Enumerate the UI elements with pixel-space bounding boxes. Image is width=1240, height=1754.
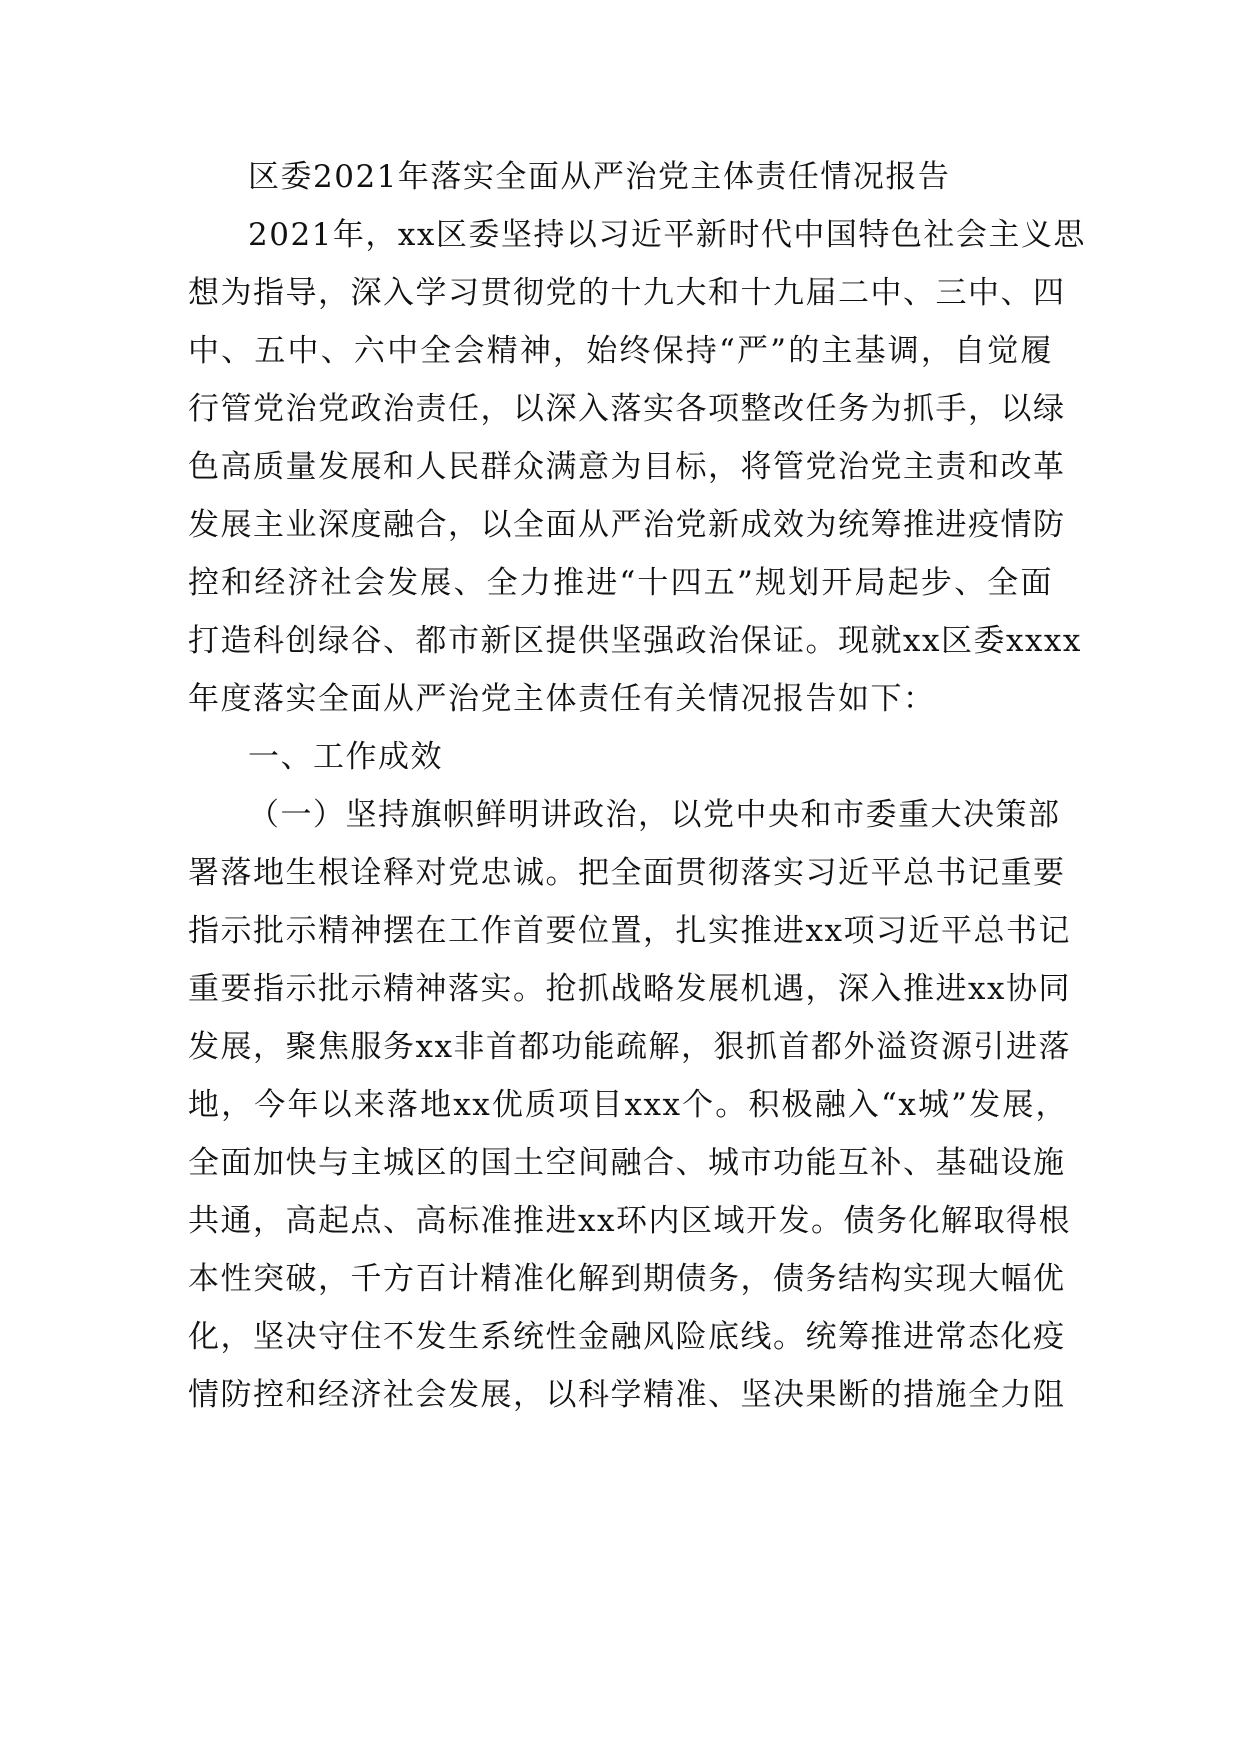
paragraph-line: 指示批示精神摆在工作首要位置，扎实推进xx项习近平总书记 <box>188 913 1071 949</box>
paragraph-line: 共通，高起点、高标准推进xx环内区域开发。债务化解取得根 <box>188 1203 1071 1239</box>
paragraph-line: 2021年，xx区委坚持以习近平新时代中国特色社会主义思 <box>248 217 1086 253</box>
section-heading: 一、工作成效 <box>248 739 443 775</box>
paragraph-line: 情防控和经济社会发展，以科学精准、坚决果断的措施全力阻 <box>188 1377 1066 1413</box>
paragraph-line: （一）坚持旗帜鲜明讲政治，以党中央和市委重大决策部 <box>248 797 1061 833</box>
paragraph-line: 重要指示批示精神落实。抢抓战略发展机遇，深入推进xx协同 <box>188 971 1071 1007</box>
paragraph-line: 年度落实全面从严治党主体责任有关情况报告如下： <box>188 681 936 717</box>
paragraph-line: 控和经济社会发展、全力推进“十四五”规划开局起步、全面 <box>188 565 1053 601</box>
paragraph-line: 行管党治党政治责任，以深入落实各项整改任务为抓手，以绿 <box>188 391 1066 427</box>
paragraph-line: 全面加快与主城区的国土空间融合、城市功能互补、基础设施 <box>188 1145 1066 1181</box>
paragraph-line: 地，今年以来落地xx优质项目xxx个。积极融入“x城”发展， <box>188 1087 1068 1123</box>
paragraph-line: 色高质量发展和人民群众满意为目标，将管党治党主责和改革 <box>188 449 1066 485</box>
document-title: 区委2021年落实全面从严治党主体责任情况报告 <box>248 159 951 195</box>
paragraph-line: 中、五中、六中全会精神，始终保持“严”的主基调，自觉履 <box>188 333 1053 369</box>
paragraph-line: 打造科创绿谷、都市新区提供坚强政治保证。现就xx区委xxxx <box>188 623 1082 659</box>
paragraph-line: 发展主业深度融合，以全面从严治党新成效为统筹推进疫情防 <box>188 507 1066 543</box>
paragraph-line: 本性突破，千方百计精准化解到期债务，债务结构实现大幅优 <box>188 1261 1066 1297</box>
paragraph-line: 化，坚决守住不发生系统性金融风险底线。统筹推进常态化疫 <box>188 1319 1066 1355</box>
paragraph-line: 想为指导，深入学习贯彻党的十九大和十九届二中、三中、四 <box>188 275 1066 311</box>
paragraph-line: 署落地生根诠释对党忠诚。把全面贯彻落实习近平总书记重要 <box>188 855 1066 891</box>
paragraph-line: 发展，聚焦服务xx非首都功能疏解，狠抓首都外溢资源引进落 <box>188 1029 1071 1065</box>
